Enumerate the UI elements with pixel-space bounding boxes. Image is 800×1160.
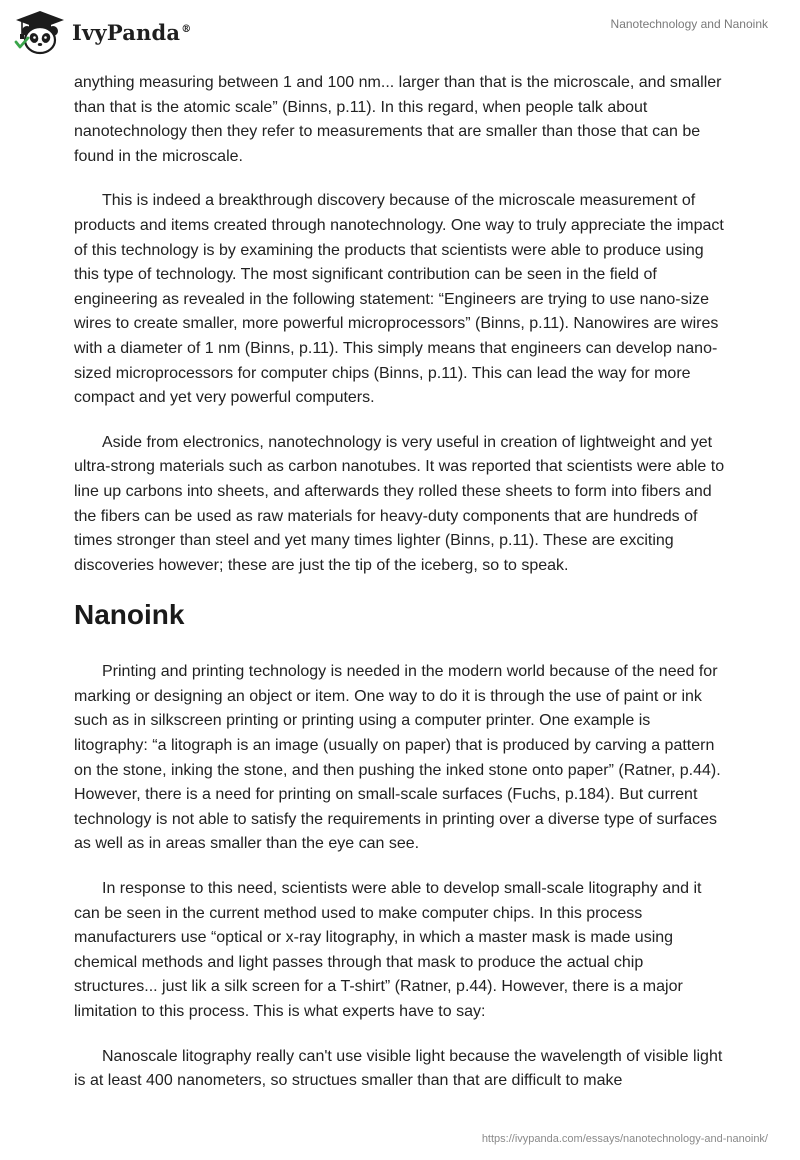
paragraph: Aside from electronics, nanotechnology is very useful in creation of lightweight and yet ultra-strong materials such as carbon nanotubes. It was reported that scientists were able to line up carbons into sheets, and afterwards they rolled these sheets to form into fibers and the fibers can be used as raw materials for heavy-duty components that are hundreds of times stronger than steel and yet many times lighter (Binns, p.11). These are exciting discoveries however; these are just the tip of the iceberg, so to speak. (74, 433, 725, 574)
brand-logo[interactable] (14, 9, 191, 55)
source-url[interactable]: https://ivypanda.com/essays/nanotechnology-and-nanoink/ (481, 1133, 768, 1145)
paragraph: anything measuring between 1 and 100 nm... larger than that is the microscale, and smaller than that is the atomic scale” (Binns, p.11). In this regard, when people talk about nanotechnology then they refer to measurements that are smaller than those that can be found in the microscale. (74, 74, 722, 165)
page-header (0, 0, 800, 64)
paragraph: In response to this need, scientists were able to develop small-scale litography and it can be seen in the current method used to make computer chips. In this process manufacturers use “optical or x-ray litography, in which a master mask is made using chemical methods and light passes through that mask to produce the actual chip structures... just lik a silk screen for a T-shirt” (Ratner, p.44). However, there is a major limitation to this process. This is what experts have to say: (74, 880, 702, 1020)
section-heading: Nanoink (74, 599, 185, 631)
panda-logo-icon (14, 9, 66, 55)
paragraph: Nanoscale litography really can't use visible light because the wavelength of visible light is at least 400 nanometers, so structues smaller than that are difficult to make (74, 1047, 723, 1090)
essay-body (74, 71, 726, 1114)
document-title: Nanotechnology and Nanoink (610, 17, 768, 31)
paragraph: This is indeed a breakthrough discovery because of the microscale measurement of products and items created through nanotechnology. One way to truly appreciate the impact of this technology is by examining the products that scientists were able to produce using this type of technology. The most significant contribution can be seen in the field of engineering as revealed in the following statement: “Engineers are trying to use nano-size wires to create smaller, more powerful microprocessors” (Binns, p.11). Nanowires are wires with a diameter of 1 nm (Binns, p.11). This simply means that engineers can develop nano-sized microprocessors for computer chips (Binns, p.11). This can lead the way for more compact and yet very powerful computers. (74, 192, 724, 407)
paragraph: Printing and printing technology is needed in the modern world because of the need for marking or designing an object or item. One way to do it is through the use of paint or ink such as in silkscreen printing or printing using a computer printer. One example is litography: “a litograph is an image (usually on paper) that is produced by carving a pattern on the stone, inking the stone, and then pushing the inked stone onto paper” (Ratner, p.44). However, there is a need for printing on small-scale surfaces (Fuchs, p.184). But current technology is not able to satisfy the requirements in printing over a diverse type of surfaces as well as in areas smaller than the eye can see. (74, 663, 721, 853)
brand-name: IvyPanda® (72, 19, 192, 45)
